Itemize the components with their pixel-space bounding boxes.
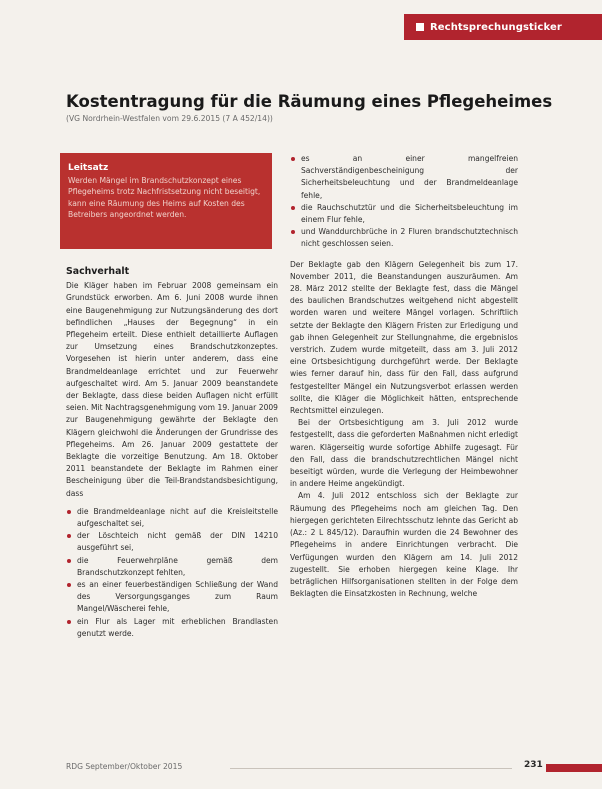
list-item: ein Flur als Lager mit erheblichen Brandlasten genutzt werde. (66, 616, 278, 640)
list-item: es an einer feuerbeständigen Schließung der Wand des Versorgungsganges zum Raum Mangel/Wäscherei fehle, (66, 579, 278, 616)
footer-journal: RDG September/Oktober 2015 (66, 762, 183, 771)
left-column (66, 262, 278, 640)
article-title: Kostentragung für die Räumung eines Pflegeheimes (66, 92, 553, 111)
body-paragraph: Am 4. Juli 2012 entschloss sich der Beklagte zur Räumung des Pflegeheims noch am gleichen Tag. Den hiergegen gerichteten Eilrechtsschutz lehnte das Gericht ab (Az.: 2 L 845/12). Daraufhin wurden die 24 Bewohner des Pflegeheims in andere Einrichtungen verbracht. Die Verfügungen wurden den Klägern am 14. Juli 2012 zugestellt. Sie erhoben hiergegen keine Klage. Ihr beträglichen Hilfsorganisationen stellten in der Folge dem Beklagten die Einsatzkosten in Rechnung, welche (290, 491, 518, 599)
sachverhalt-bullet-list (66, 506, 278, 640)
right-bullet-list (290, 153, 518, 251)
body-paragraph: Bei der Ortsbesichtigung am 3. Juli 2012 wurde festgestellt, dass die geforderten Maßnahmen nicht erledigt waren. Klägerseitig wurde sofortige Abhilfe zugesagt. Für den Fall, dass die brandschutzrechtlichen Mängel nicht beseitigt würden, wurde die Verlegung der Heimbewohner in andere Heime angekündigt. (290, 418, 518, 489)
article-citation: (VG Nordrhein-Westfalen vom 29.6.2015 (7 A 452/14)) (66, 114, 273, 123)
section-label: Rechtsprechungsticker (430, 21, 562, 33)
list-item: es an einer mangelfreien Sachverständigenbescheinigung der Sicherheitsbeleuchtung und der Brandmeldeanlage fehle, (290, 153, 518, 202)
list-item: und Wanddurchbrüche in 2 Fluren brandschutztechnisch nicht geschlossen seien. (290, 226, 518, 250)
sachverhalt-heading: Sachverhalt (66, 266, 130, 277)
square-icon (416, 23, 424, 31)
right-column (290, 153, 518, 600)
leitsatz-heading: Leitsatz (68, 163, 109, 173)
leitsatz-box (60, 153, 272, 249)
sachverhalt-paragraph: Die Kläger haben im Februar 2008 gemeinsam ein Grundstück erworben. Am 6. Juni 2008 wurde ihnen eine Baugenehmigung zur Nutzungsänderung des dort befindlichen „Hauses der Begegnung“ in ein Pflegeheim erteilt. Diese enthielt detaillierte Auflagen zur Umsetzung eines Brandschutzkonzeptes. Vorgesehen ist hierin unter anderem, dass eine Brandmeldeanlage errichtet und zur Feuerwehr aufgeschaltet wird. Am 5. Januar 2009 beanstandete der Beklagte, dass diese beiden Auflagen nicht erfüllt seien. Mit Nachtragsgenehmigung vom 19. Januar 2009 zur Baugenehmigung gewährte der Beklagte den Klägern gleichwohl die Änderungen der Grundrisse des Pflegeheims. Am 26. Januar 2009 gestattete der Beklagte die vorzeitige Benutzung. Am 18. Oktober 2011 beanstandete der Beklagte im Rahmen einer Bescheinigung über die Teil-Brandstandsbesichtigung, dass (66, 281, 278, 498)
footer-divider (230, 768, 512, 769)
body-paragraph: Der Beklagte gab den Klägern Gelegenheit bis zum 17. November 2011, die Beanstandungen auszuräumen. Am 28. März 2012 stellte der Beklagte fest, dass die Mängel des baulichen Brandschutzes weitgehend nicht abgestellt worden waren und weitere Mängel vorlagen. Schriftlich setzte der Beklagte den Klägern Fristen zur Erledigung und gab ihnen Gelegenheit zur Stellungnahme, die ergebnislos verstrich. Zudem wurde mitgeteilt, dass am 3. Juli 2012 eine Ortsbesichtigung durchgeführt werde. Der Beklagte wies ferner darauf hin, dass für den Fall, dass aufgrund festgestellter Mängel ein Nutzungsverbot erlassen werden sollte, die Kläger die Möglichkeit hätten, entsprechende Rechtsmittel einzulegen. (290, 259, 518, 416)
list-item: der Löschteich nicht gemäß der DIN 14210 ausgeführt sei, (66, 530, 278, 554)
leitsatz-text: Werden Mängel im Brandschutzkonzept eines Pflegeheims trotz Nachfristsetzung nicht beseitigt, kann eine Räumung des Heims auf Kosten des Betreibers angeordnet werden. (68, 176, 261, 220)
list-item: die Feuerwehrpläne gemäß dem Brandschutzkonzept fehlten, (66, 555, 278, 579)
list-item: die Rauchschutztür und die Sicherheitsbeleuchtung im einem Flur fehle, (290, 202, 518, 226)
page-number: 231 (524, 760, 543, 770)
section-banner (404, 14, 602, 40)
list-item: die Brandmeldeanlage nicht auf die Kreisleitstelle aufgeschaltet sei, (66, 506, 278, 530)
footer-accent-bar (546, 764, 602, 772)
